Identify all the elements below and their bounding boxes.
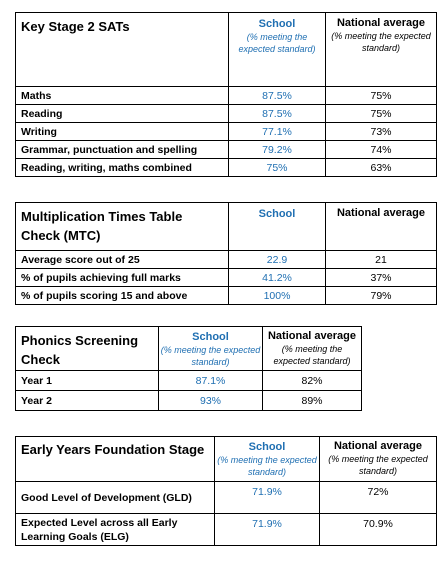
national-value: 21 xyxy=(326,251,437,269)
table-row xyxy=(16,141,437,159)
phonics-national-header-label: National average xyxy=(267,330,357,342)
phonics-national-header xyxy=(263,327,362,371)
eyfs-table xyxy=(15,436,437,546)
national-value: 82% xyxy=(263,371,362,391)
row-label: Average score out of 25 xyxy=(16,251,229,269)
eyfs-national-header xyxy=(320,437,437,482)
table-row xyxy=(16,371,362,391)
table-row xyxy=(16,123,437,141)
school-value: 87.5% xyxy=(229,105,326,123)
school-value: 75% xyxy=(229,159,326,177)
eyfs-national-header-label: National average xyxy=(333,440,423,452)
national-value: 37% xyxy=(326,269,437,287)
school-value: 41.2% xyxy=(229,269,326,287)
row-label: % of pupils scoring 15 and above xyxy=(16,287,229,305)
school-value: 22.9 xyxy=(229,251,326,269)
national-value: 72% xyxy=(320,482,437,514)
row-label: Reading, writing, maths combined xyxy=(16,159,229,177)
national-value: 73% xyxy=(326,123,437,141)
phonics-table xyxy=(15,326,362,411)
table-row xyxy=(16,391,362,411)
mtc-national-header xyxy=(326,203,437,251)
ks2-school-header-label: School xyxy=(258,18,296,30)
mtc-school-header-label: School xyxy=(258,208,296,220)
table-row xyxy=(16,482,437,514)
ks2-school-header xyxy=(229,13,326,87)
school-value: 77.1% xyxy=(229,123,326,141)
national-value: 75% xyxy=(326,105,437,123)
national-value: 89% xyxy=(263,391,362,411)
ks2-school-header-sub: (% meeting the expected standard) xyxy=(238,32,316,54)
table-row xyxy=(16,287,437,305)
ks2-national-header-sub: (% meeting the expected standard) xyxy=(331,31,431,53)
mtc-school-header xyxy=(229,203,326,251)
school-value: 71.9% xyxy=(215,514,320,546)
national-value: 75% xyxy=(326,87,437,105)
eyfs-title: Early Years Foundation Stage xyxy=(16,437,215,482)
phonics-school-header xyxy=(159,327,263,371)
table-row xyxy=(16,251,437,269)
national-value: 74% xyxy=(326,141,437,159)
ks2-table xyxy=(15,12,437,177)
school-value: 93% xyxy=(159,391,263,411)
row-label: Year 2 xyxy=(16,391,159,411)
eyfs-national-header-sub: (% meeting the expected standard) xyxy=(328,454,428,476)
row-label: Year 1 xyxy=(16,371,159,391)
school-value: 87.1% xyxy=(159,371,263,391)
phonics-title: Phonics Screening Check xyxy=(16,327,159,371)
mtc-title: Multiplication Times Table Check (MTC) xyxy=(16,203,229,251)
table-row xyxy=(16,514,437,546)
school-value: 79.2% xyxy=(229,141,326,159)
national-value: 63% xyxy=(326,159,437,177)
row-label: % of pupils achieving full marks xyxy=(16,269,229,287)
row-label: Writing xyxy=(16,123,229,141)
school-value: 87.5% xyxy=(229,87,326,105)
phonics-national-header-sub: (% meeting the expected standard) xyxy=(273,344,351,366)
table-row xyxy=(16,105,437,123)
table-row xyxy=(16,269,437,287)
eyfs-school-header xyxy=(215,437,320,482)
ks2-national-header-label: National average xyxy=(336,17,426,29)
national-value: 70.9% xyxy=(320,514,437,546)
eyfs-school-header-label: School xyxy=(248,441,286,453)
row-label: Good Level of Development (GLD) xyxy=(16,482,215,514)
mtc-table xyxy=(15,202,437,305)
phonics-school-header-sub: (% meeting the expected standard) xyxy=(160,345,261,367)
row-label: Maths xyxy=(16,87,229,105)
row-label: Reading xyxy=(16,105,229,123)
school-value: 100% xyxy=(229,287,326,305)
national-value: 79% xyxy=(326,287,437,305)
table-row xyxy=(16,159,437,177)
table-row xyxy=(16,87,437,105)
eyfs-school-header-sub: (% meeting the expected standard) xyxy=(217,455,317,477)
row-label: Grammar, punctuation and spelling xyxy=(16,141,229,159)
school-value: 71.9% xyxy=(215,482,320,514)
mtc-national-header-label: National average xyxy=(336,207,426,219)
ks2-national-header xyxy=(326,13,437,87)
phonics-school-header-label: School xyxy=(192,331,229,343)
ks2-title: Key Stage 2 SATs xyxy=(16,13,229,87)
row-label: Expected Level across all Early Learning Goals (ELG) xyxy=(16,514,215,546)
